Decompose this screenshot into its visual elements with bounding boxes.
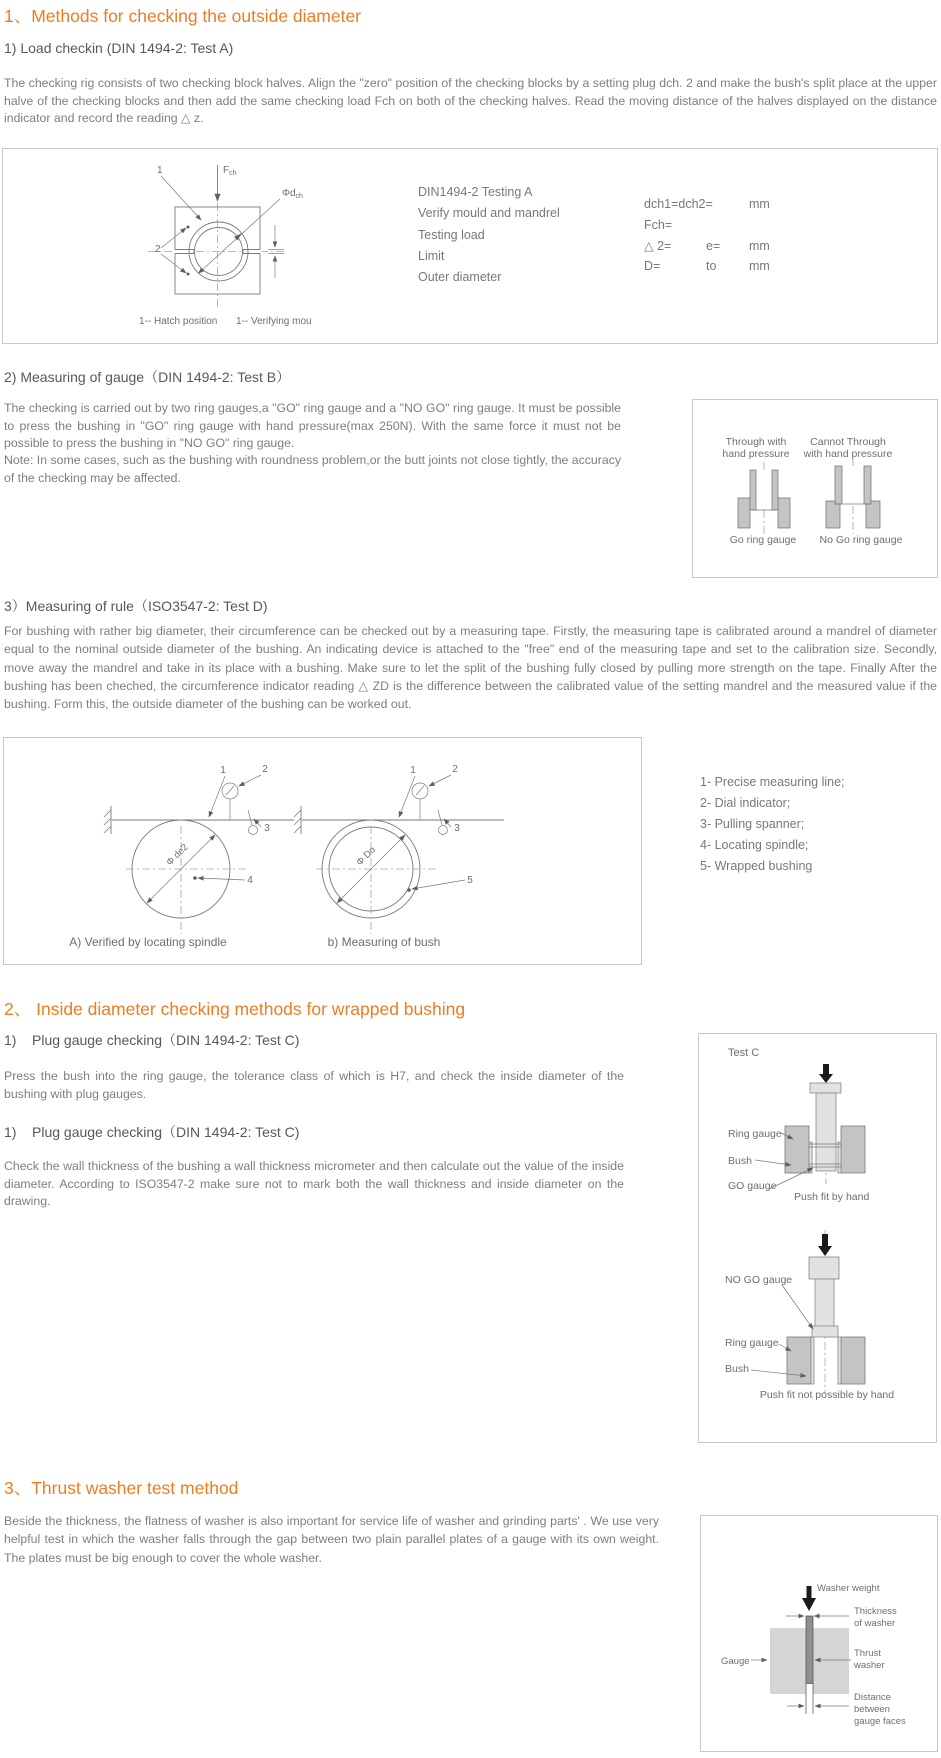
no-go-ring-gauge-drawing xyxy=(826,458,880,534)
section1-paragraph: The checking rig consists of two checking block halves. Align the "zero" position of the checking blocks by a setting plug dch. 2 and make the bush's split place at the upper halve of the checking blocks and then add the same checking load Fch on both of the checking halves. Read the moving distance of the halves displayed on the distance indicator and record the reading △ z. xyxy=(4,76,937,125)
fig2-nogo-label: No Go ring gauge xyxy=(819,534,903,546)
fig3-caption-b: b) Measuring of bush xyxy=(327,935,441,949)
fig1-caption-1: 1-- Hatch position xyxy=(139,316,218,327)
section3-sub-heading: 3）Measuring of rule（ISO3547-2: Test D) xyxy=(4,598,268,614)
bush-wall xyxy=(838,1337,841,1384)
fig3-right-drawing xyxy=(294,764,504,934)
fig2-go-caption-line1: Through with xyxy=(725,436,787,448)
pulling-spanner xyxy=(249,826,258,835)
fig4-push-label: Push fit not possible by hand xyxy=(759,1389,895,1401)
formula-cell: D= xyxy=(644,259,661,274)
figure1-checking-block-diagram xyxy=(133,151,463,341)
section3-paragraph: For bushing with rather big diameter, their circumference can be checked out by a measuring tape. Firstly, the measuring tape is calibrated around a mandrel of diameter equal to the nominal outside diameter of the bushing. An indicating device is attached to the "free" end of the measuring tape and set to the calibration size. Secondly, move away the mandrel and take in its place with a bushing. Make sure to let the split of the bushing fully closed by pulling more strength on the tape. Finally After the bushing has been cheched, the circumference indicator reading △ ZD is the difference between the calibrated value of the setting mandrel and the measured value if the bushing. Form this, the outside diameter of the bushing can be worked out. xyxy=(4,624,937,712)
fig3-label-3: 3 xyxy=(264,823,270,834)
figure2-box xyxy=(692,399,938,578)
figure4-plug-gauge-diagram xyxy=(699,1034,936,1442)
formula-cell: Fch= xyxy=(644,217,673,232)
fig3-label-3: 3 xyxy=(454,823,460,834)
fig1-label-phi-dch: $\Phi d_{ch}$ xyxy=(282,188,303,200)
fig4-nogo-drawing xyxy=(725,1230,894,1401)
formula-cell: to xyxy=(706,259,717,274)
section1-sub-heading: 1) Load checkin (DIN 1494-2: Test A) xyxy=(4,40,234,56)
fig5-thrust-label-line1: Thrust xyxy=(854,1648,881,1659)
fig2-nogo-caption-line2: with hand pressure xyxy=(803,448,893,460)
fig1-caption-2: 1-- Verifying mou xyxy=(236,316,312,327)
fig5-thickness-label-line2: of washer xyxy=(854,1618,896,1629)
fig4-bush-label: Bush xyxy=(728,1155,752,1167)
fig5-gauge-label: Gauge xyxy=(721,1656,750,1667)
figure2-ring-gauge-diagram xyxy=(693,400,937,577)
fig4-push-label: Push fit by hand xyxy=(794,1191,870,1203)
figure5-thrust-washer-diagram xyxy=(701,1516,937,1751)
formula-cell: mm xyxy=(749,197,770,211)
figure1-info-list xyxy=(418,182,560,288)
legend-item: 2- Dial indicator; xyxy=(700,796,791,810)
fig3-label-2: 2 xyxy=(262,764,268,775)
legend-item: 3- Pulling spanner; xyxy=(700,817,805,831)
bush-wall xyxy=(811,1337,814,1384)
fig3-label-dia-a: Φ de2 xyxy=(164,841,191,869)
fig4-go-drawing xyxy=(728,1064,869,1203)
formula-cell: e= xyxy=(706,238,721,253)
figure1-formula-list xyxy=(644,194,795,277)
fig3-label-dia-b: Φ Do xyxy=(354,844,378,869)
fig4-bush-label: Bush xyxy=(725,1363,749,1375)
fig1-label-2: 2 xyxy=(155,244,161,255)
formula-cell: mm xyxy=(749,259,770,274)
formula-cell: △ 2= xyxy=(644,238,672,253)
fig4-nogo-gauge-label: NO GO gauge xyxy=(725,1274,793,1286)
formula-cell xyxy=(706,194,749,215)
formula-cell: dch1=dch2= xyxy=(644,197,713,211)
fig3-label-1: 1 xyxy=(220,765,226,776)
figure4-box xyxy=(698,1033,937,1443)
fig3-label-4: 4 xyxy=(247,875,253,886)
figure3-box xyxy=(3,737,642,965)
section1-heading: 1、Methods for checking the outside diameter xyxy=(4,6,361,26)
fig1-label-1: 1 xyxy=(157,165,163,176)
section5-paragraph: Beside the thickness, the flatness of washer is also important for service life of washer and grinding parts' . We use very helpful test in which the washer falls through the gap between two plain parallel plates of a gauge with its own weight. The plates must be big enough to cover the whole washer. xyxy=(4,1514,659,1565)
fig4-ring-gauge-label: Ring gauge xyxy=(728,1128,782,1140)
info-line: Verify mould and mandrel xyxy=(418,206,560,221)
section5-heading: 3、Thrust washer test method xyxy=(4,1478,239,1498)
figure3-legend xyxy=(700,772,845,877)
legend-item: 5- Wrapped bushing xyxy=(700,859,813,873)
fig5-distance-label-line3: gauge faces xyxy=(854,1716,906,1727)
legend-item: 4- Locating spindle; xyxy=(700,838,809,852)
section4-sub1-paragraph: Press the bush into the ring gauge, the tolerance class of which is H7, and check the inside diameter of the bushing with plug gauges. xyxy=(4,1069,624,1101)
thrust-washer-strip xyxy=(806,1616,813,1684)
fig3-label-1: 1 xyxy=(410,765,416,776)
info-line: Outer diameter xyxy=(418,270,502,285)
fig5-washer-weight-label: Washer weight xyxy=(817,1583,880,1594)
nogo-gauge-stem xyxy=(815,1279,834,1327)
info-line: Limit xyxy=(418,248,445,263)
section4-sub2-heading: 1) Plug gauge checking（DIN 1494-2: Test C) xyxy=(4,1124,300,1140)
section4-sub1-heading: 1) Plug gauge checking（DIN 1494-2: Test C) xyxy=(4,1032,300,1048)
info-line: Testing load xyxy=(418,227,485,242)
fig3-caption-a: A) Verified by locating spindle xyxy=(69,935,227,949)
fig3-left-drawing xyxy=(104,764,294,934)
section4-sub2-paragraph: Check the wall thickness of the bushing a wall thickness micrometer and then calculate out the value of the inside diameter. According to ISO3547-2 make sure not to mark both the wall thickness and inside diameter on the drawing. xyxy=(4,1159,624,1208)
go-ring-gauge-drawing xyxy=(738,462,790,534)
fig3-label-2: 2 xyxy=(452,764,458,775)
go-gauge-flange xyxy=(810,1083,841,1093)
fig5-distance-label-line2: between xyxy=(854,1704,890,1715)
fig2-go-caption-line2: hand pressure xyxy=(722,448,790,460)
fig4-ring-gauge-label: Ring gauge xyxy=(725,1337,779,1349)
fig5-distance-label-line1: Distance xyxy=(854,1692,891,1703)
figure3-tape-measuring-diagram xyxy=(4,738,641,964)
figure5-box xyxy=(700,1515,938,1752)
formula-cell xyxy=(749,215,795,236)
fig4-go-gauge-label: GO gauge xyxy=(728,1180,777,1192)
section4-heading: 2、 Inside diameter checking methods for wrapped bushing xyxy=(4,999,466,1019)
fig3-label-5: 5 xyxy=(467,875,473,886)
info-line: DIN1494-2 Testing A xyxy=(418,185,533,199)
formula-cell: mm xyxy=(749,238,770,253)
section2-paragraph: The checking is carried out by two ring gauges,a "GO" ring gauge and a "NO GO" ring gauge. It must be possible to press the bushing in "GO" ring gauge with hand pressure(max 250N). With the same force it must not be possible to press the bushing in "NO GO" ring gauge. xyxy=(4,401,621,450)
nogo-gauge-cap xyxy=(809,1257,839,1279)
section2-note: Note: In some cases, such as the bushing with roundness problem,or the butt joints not close tightly, the accuracy of the checking may be affected. xyxy=(4,453,621,485)
go-gauge-stem xyxy=(816,1093,836,1171)
fig1-label-fch: $F_{ch}$ xyxy=(223,165,237,177)
fig5-thrust-label-line2: washer xyxy=(854,1660,885,1671)
fig5-thickness-label-line1: Thickness xyxy=(854,1606,897,1617)
fig4-test-c-label: Test C xyxy=(728,1047,760,1059)
pulling-spanner xyxy=(439,826,448,835)
formula-cell xyxy=(706,215,749,236)
nogo-gauge-tip xyxy=(812,1326,838,1337)
fig2-go-label: Go ring gauge xyxy=(729,534,797,546)
figure1-box xyxy=(2,148,938,344)
fig2-nogo-caption-line1: Cannot Through xyxy=(810,436,886,448)
legend-item: 1- Precise measuring line; xyxy=(700,775,845,789)
section2-sub-heading: 2) Measuring of gauge（DIN 1494-2: Test B） xyxy=(4,369,291,385)
